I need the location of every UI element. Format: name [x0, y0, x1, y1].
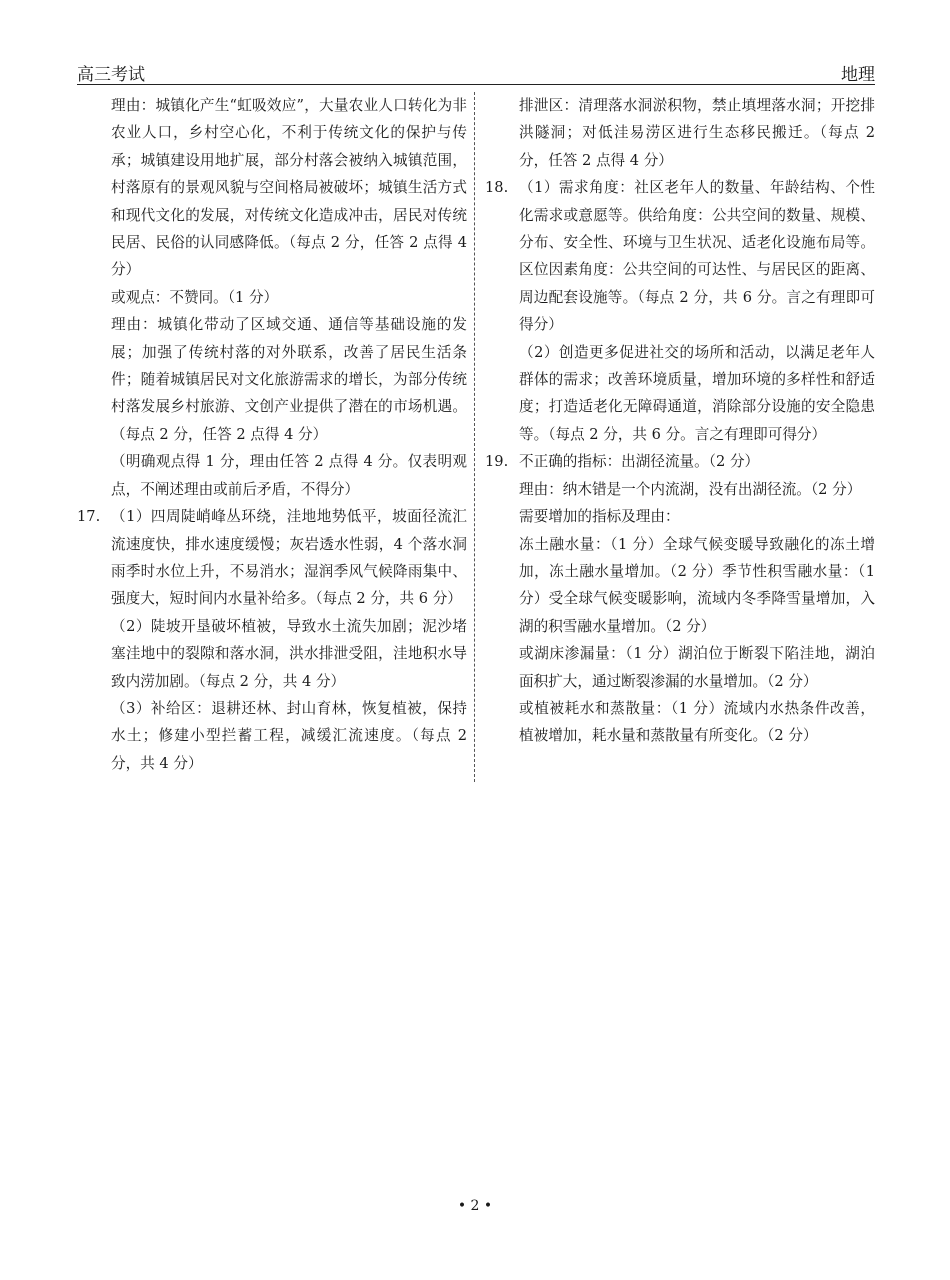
q19-wrong-indicator: 不正确的指标：出湖径流量。（2 分）	[519, 453, 760, 471]
q16-reason-support: 理由：城镇化带动了区域交通、通信等基础设施的发展；加强了传统村落的对外联系，改善了居民生活条件；随着城镇居民对文化旅游需求的增长，为部分传统村落发展乡村旅游、文创产业提供了潜在的市场机遇。（每点 2 分，任答 2 点得 4 分）	[111, 316, 467, 443]
q19-added-2: 或湖床渗漏量：（1 分）湖泊位于断裂下陷洼地，湖泊面积扩大，通过断裂渗漏的水量增加。（2 分）	[519, 645, 875, 690]
page-header	[77, 58, 875, 85]
left-column	[77, 92, 467, 777]
q16-view-disagree: 或观点：不赞同。（1 分）	[111, 288, 279, 306]
q19-added-1: 冻土融水量：（1 分）全球气候变暖导致融化的冻土增加，冻土融水量增加。（2 分）季节性积雪融水量：（1 分）受全球气候变暖影响，流域内冬季降雪量增加，入湖的积雪融水量增加。（2 分）	[519, 535, 875, 635]
question-18-number: 18.	[485, 179, 509, 197]
question-18	[485, 174, 875, 448]
q16-reason-oppose: 理由：城镇化产生“虹吸效应”，大量农业人口转化为非农业人口，乡村空心化，不利于传统文化的保护与传承；城镇建设用地扩展，部分村落会被纳入城镇范围，村落原有的景观风貌与空间格局被破坏；城镇生活方式和现代文化的发展，对传统文化造成冲击，居民对传统民居、民俗的认同感降低。（每点 2 分，任答 2 点得 4 分）	[111, 97, 467, 279]
q17-part-3-continued: 排泄区：清理落水洞淤积物，禁止填埋落水洞；开挖排洪隧洞；对低洼易涝区进行生态移民搬迁。（每点 2 分，任答 2 点得 4 分）	[519, 97, 875, 169]
q17-continuation	[485, 92, 875, 174]
question-17-number: 17.	[77, 508, 101, 526]
right-column	[485, 92, 875, 750]
q16-continuation	[77, 92, 467, 503]
header-subject: 地理	[841, 65, 875, 85]
header-exam-title: 高三考试	[77, 65, 145, 85]
q18-part-1: （1）需求角度：社区老年人的数量、年龄结构、个性化需求或意愿等。供给角度：公共空间的数量、规模、分布、安全性、环境与卫生状况、适老化设施布局等。区位因素角度：公共空间的可达性、与居民区的距离、周边配套设施等。（每点 2 分，共 6 分。言之有理即可得分）	[519, 179, 875, 334]
q19-added-3: 或植被耗水和蒸散量：（1 分）流域内水热条件改善，植被增加，耗水量和蒸散量有所变化。（2 分）	[519, 699, 875, 745]
column-divider	[474, 92, 475, 782]
question-19	[485, 448, 875, 749]
question-17	[77, 503, 467, 777]
q17-part-2: （2）陡坡开垦破坏植被，导致水土流失加剧；泥沙堵塞洼地中的裂隙和落水洞，洪水排泄受阻，洼地积水导致内涝加剧。（每点 2 分，共 4 分）	[111, 617, 467, 690]
page-number: • 2 •	[457, 1198, 493, 1214]
q19-reason: 理由：纳木错是一个内流湖，没有出湖径流。（2 分）	[519, 480, 862, 498]
q17-part-1: （1）四周陡峭峰丛环绕，洼地地势低平，坡面径流汇流速度快，排水速度缓慢；灰岩透水性弱，4 个落水洞雨季时水位上升，不易消水；湿润季风气候降雨集中、强度大，短时间内水量补给多。（每点 2 分，共 6 分）	[111, 508, 467, 608]
q19-added-heading: 需要增加的指标及理由：	[519, 508, 680, 526]
q16-scoring-note: （明确观点得 1 分，理由任答 2 点得 4 分。仅表明观点，不阐述理由或前后矛盾，不得分）	[111, 453, 467, 498]
q18-part-2: （2）创造更多促进社交的场所和活动，以满足老年人群体的需求；改善环境质量，增加环境的多样性和舒适度；打造适老化无障碍通道，消除部分设施的安全隐患等。（每点 2 分，共 6 分。言之有理即可得分）	[519, 343, 875, 443]
question-19-number: 19.	[485, 453, 509, 471]
q17-part-3: （3）补给区：退耕还林、封山育林，恢复植被，保持水土；修建小型拦蓄工程，减缓汇流速度。（每点 2 分，共 4 分）	[111, 699, 467, 772]
